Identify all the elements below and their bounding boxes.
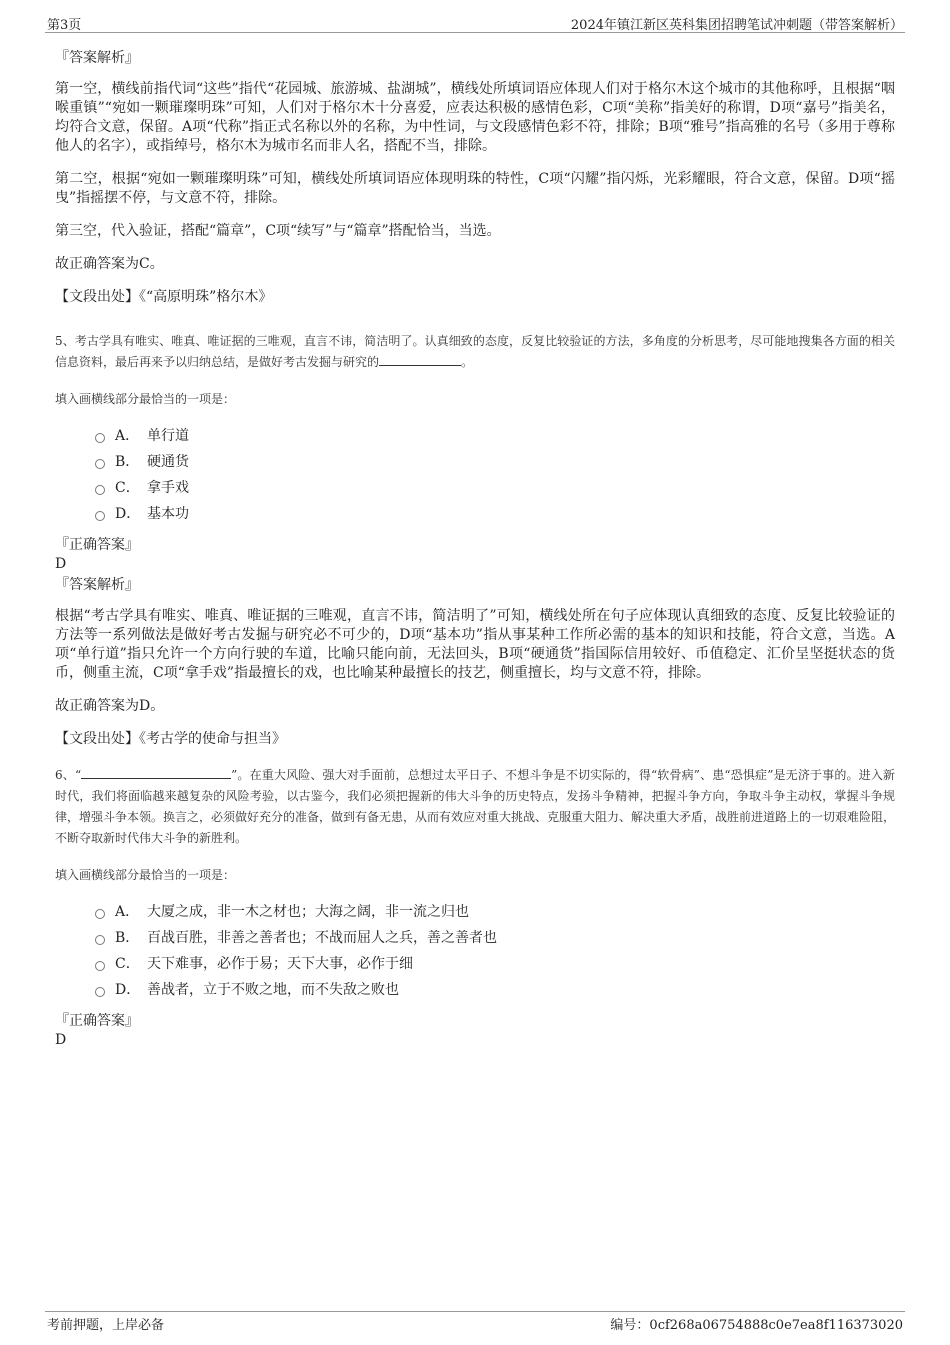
page-content	[55, 44, 895, 1049]
page-header	[45, 14, 905, 33]
correct-answer-heading: 『正确答案』	[55, 1013, 139, 1029]
analysis-paragraph-1: 第一空，横线前指代词“这些”指代“花园城、旅游城、盐湖城”，横线处所填词语应体现人们对于格尔木这个城市的其他称呼，且根据“咽喉重镇”“宛如一颗璀璨明珠”可知，人们对于格尔木十分喜爱，应表达积极的感情色彩，C项“美称”指美好的称谓，D项“嘉号”指美名，均符合文意，保留。A项“代称”指正式名称以外的名称，为中性词，与文段感情色彩不符，排除；B项“雅号”指高雅的名号（多用于尊称他人的名字），或指绰号，格尔木为城市名而非人名，搭配不当，排除。	[55, 81, 895, 154]
question-5-options	[95, 423, 895, 527]
option-c[interactable]	[95, 475, 895, 501]
option-letter: A．	[115, 904, 140, 920]
radio-icon[interactable]	[95, 433, 105, 443]
option-a[interactable]	[95, 423, 895, 449]
question-6-text-after: ”。在重大风险、强大对手面前，总想过太平日子、不想斗争是不切实际的，得“软骨病”、患“恐惧症”是无济于事的。进入新时代，我们将面临越来越复杂的风险考验，以古鉴今，我们必须把握新的伟大斗争的历史特点，发扬斗争精神，把握斗争方向，争取斗争主动权，掌握斗争规律，增强斗争本领。换言之，必须做好充分的准备，做到有备无患，从而有效应对重大挑战、克服重大阻力、解决重大矛盾，战胜前进道路上的一切艰难险阻，不断夺取新时代伟大斗争的新胜利。	[55, 768, 896, 845]
correct-answer: D	[55, 556, 67, 572]
option-letter: D．	[115, 506, 141, 522]
analysis-conclusion: 故正确答案为D。	[55, 698, 165, 714]
option-text: 基本功	[147, 506, 189, 522]
question-5-text-after: 。	[461, 355, 474, 369]
option-letter: A．	[115, 428, 140, 444]
radio-icon[interactable]	[95, 987, 105, 997]
source-citation: 【文段出处】《“高原明珠”格尔木》	[55, 289, 273, 305]
question-5-text-before: 5、考古学具有唯实、唯真、唯证据的三唯观，直言不讳，简洁明了。认真细致的态度，反复比较验证的方法，多角度的分析思考，尽可能地搜集各方面的相关信息资料，最后再来予以归纳总结，是做好考古发掘与研究的	[55, 334, 895, 369]
radio-icon[interactable]	[95, 961, 105, 971]
question-5-prompt: 填入画横线部分最恰当的一项是：	[55, 392, 236, 406]
question-6-text-before: 6、“	[55, 768, 82, 782]
footer-slogan: 考前押题，上岸必备	[47, 1318, 165, 1333]
question-5	[55, 331, 895, 749]
option-text: 天下难事，必作于易；天下大事，必作于细	[147, 956, 413, 972]
correct-answer-heading: 『正确答案』	[55, 537, 139, 553]
question-6-options	[95, 899, 895, 1003]
document-code: 编号：0cf268a06754888c0e7ea8f116373020	[610, 1318, 903, 1333]
option-letter: B．	[115, 930, 140, 946]
source-citation: 【文段出处】《考古学的使命与担当》	[55, 731, 286, 747]
radio-icon[interactable]	[95, 459, 105, 469]
option-a[interactable]	[95, 899, 895, 925]
analysis-paragraph-2: 第二空，根据“宛如一颗璀璨明珠”可知，横线处所填词语应体现明珠的特性，C项“闪耀”指闪烁，光彩耀眼，符合文意，保留。D项“摇曳”指摇摆不停，与文意不符，排除。	[55, 171, 895, 206]
option-d[interactable]	[95, 977, 895, 1003]
option-text: 大厦之成，非一木之材也；大海之阔，非一流之归也	[147, 904, 469, 920]
analysis-heading: 『答案解析』	[55, 577, 139, 593]
option-text: 善战者，立于不败之地，而不失敌之败也	[147, 982, 399, 998]
radio-icon[interactable]	[95, 909, 105, 919]
section-prev-analysis	[55, 48, 895, 307]
analysis-conclusion: 故正确答案为C。	[55, 256, 164, 272]
option-text: 百战百胜，非善之善者也；不战而屈人之兵，善之善者也	[147, 930, 497, 946]
analysis-paragraph: 根据“考古学具有唯实、唯真、唯证据的三唯观，直言不讳，简洁明了”可知，横线处所在句子应体现认真细致的态度、反复比较验证的方法等一系列做法是做好考古发掘与研究必不可少的，D项“基本功”指从事某种工作所必需的基本的知识和技能，符合文意，当选。A项“单行道”指只允许一个方向行驶的车道，比喻只能向前，无法回头，B项“硬通货”指国际信用较好、币值稳定、汇价呈坚挺状态的货币，侧重主流，C项“拿手戏”指最擅长的戏，也比喻某种最擅长的技艺，侧重擅长，均与文意不符，排除。	[55, 608, 895, 681]
option-text: 单行道	[147, 428, 189, 444]
option-b[interactable]	[95, 449, 895, 475]
radio-icon[interactable]	[95, 935, 105, 945]
analysis-paragraph-3: 第三空，代入验证，搭配“篇章”，C项“续写”与“篇章”搭配恰当，当选。	[55, 223, 501, 239]
option-letter: C．	[115, 480, 140, 496]
option-letter: C．	[115, 956, 140, 972]
question-6-prompt: 填入画横线部分最恰当的一项是：	[55, 868, 236, 882]
document-title: 2024年镇江新区英科集团招聘笔试冲刺题（带答案解析）	[570, 18, 903, 33]
blank-underline	[81, 766, 231, 779]
option-letter: D．	[115, 982, 141, 998]
option-letter: B．	[115, 454, 140, 470]
radio-icon[interactable]	[95, 511, 105, 521]
correct-answer: D	[55, 1032, 67, 1048]
question-6-text	[55, 765, 895, 849]
page-number: 第3页	[47, 18, 82, 33]
analysis-heading: 『答案解析』	[55, 50, 139, 66]
blank-underline	[379, 353, 461, 366]
option-d[interactable]	[95, 501, 895, 527]
option-b[interactable]	[95, 925, 895, 951]
option-text: 拿手戏	[147, 480, 189, 496]
option-c[interactable]	[95, 951, 895, 977]
option-text: 硬通货	[147, 454, 189, 470]
radio-icon[interactable]	[95, 485, 105, 495]
question-5-text	[55, 331, 895, 373]
page-footer	[45, 1311, 905, 1333]
question-6	[55, 765, 895, 1049]
